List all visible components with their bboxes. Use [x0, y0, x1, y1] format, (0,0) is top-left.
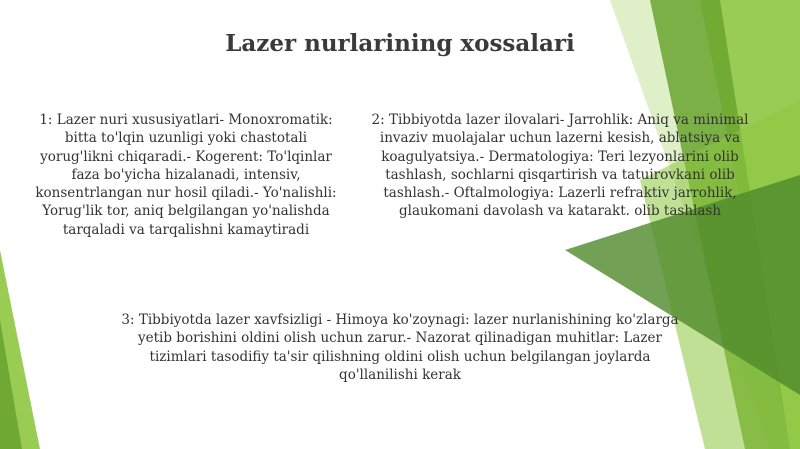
laser-properties-text: 1: Lazer nuri xususiyatlari- Monoxromatik: bitta to'lqin uzunligi yoki chastotali yorug'likni chiqaradi.- Kogerent: To'lqinlar faza bo'yicha hizalanadi, intensiv, konsentrlangan nur hosil qiladi.- Yo'nalishli: Yorug'lik tor, aniq belgilangan yo'nalishda tarqaladi va tarqalishni kamaytiradi	[35, 112, 337, 238]
medical-applications-text: 2: Tibbiyotda lazer ilovalari- Jarrohlik: Aniq va minimal invaziv muolajalar uchun lazerni kesish, ablatsiya va koagulyatsiya.- Dermatologiya: Teri lezyonlarini olib tashlash, sochlarni qisqartirish va tatuirovkani olib tashlash.- Oftalmologiya: Lazerli refraktiv jarrohlik, glaukomani davolash va katarakt. olib tashlash	[371, 112, 749, 220]
slide-title: Lazer nurlarining xossalari	[225, 30, 575, 57]
laser-safety-text: 3: Tibbiyotda lazer xavfsizligi - Himoya ko'zoynagi: lazer nurlanishining ko'zlarga yetib borishini oldini olish uchun zarur.- Nazorat qilinadigan muhitlar: Lazer tizimlari tasodifiy ta'sir qilishning oldini olish uchun belgilangan joylarda qo'llanilishi kerak	[121, 312, 679, 383]
